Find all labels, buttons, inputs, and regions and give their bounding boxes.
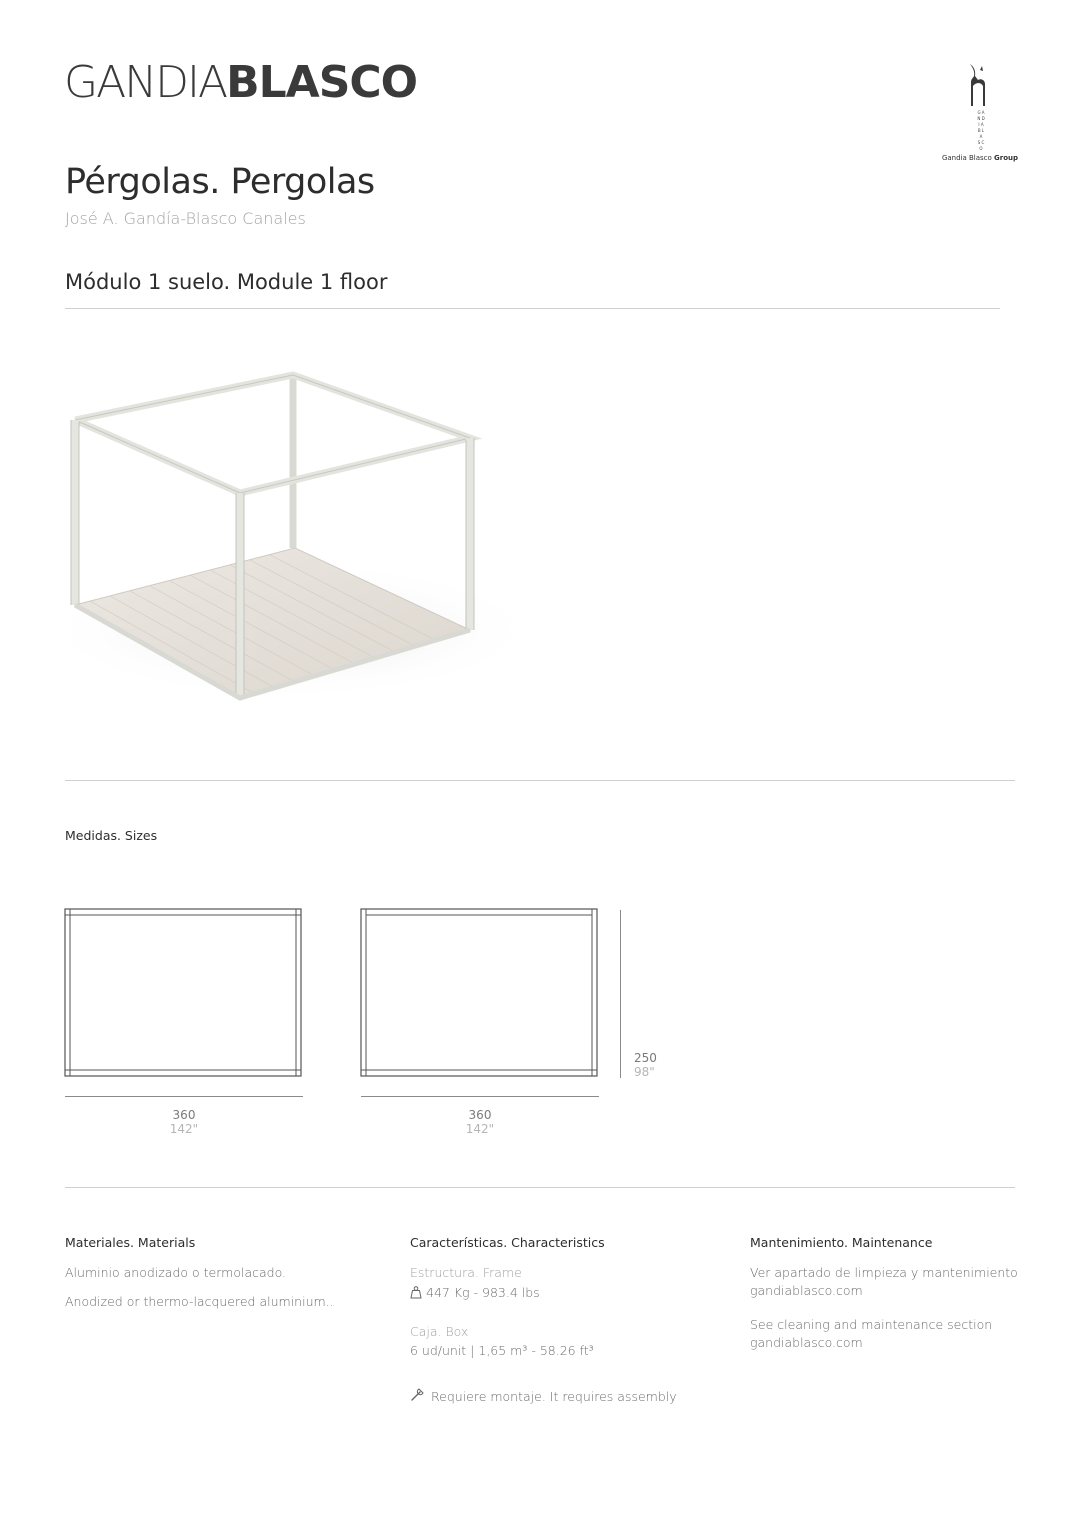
- box-label: Caja. Box: [410, 1324, 469, 1339]
- materials-text-es: Aluminio anodizado o termolacado.: [65, 1265, 286, 1280]
- side-width-inch: 142": [465, 1122, 495, 1136]
- divider-image: [65, 780, 1015, 781]
- divider-sizes: [65, 1187, 1015, 1188]
- logo-letters-4: B L A: [977, 128, 985, 139]
- group-caption: [934, 154, 1026, 162]
- side-width-cm: 360: [468, 1108, 492, 1122]
- front-view-drawing: [64, 908, 306, 1080]
- height-inch: 98": [634, 1065, 655, 1079]
- characteristics-heading: Características. Characteristics: [410, 1235, 605, 1250]
- materials-heading: Materiales. Materials: [65, 1235, 196, 1250]
- maintenance-text-en-1: See cleaning and maintenance section: [750, 1317, 993, 1332]
- height-line: [620, 910, 621, 1078]
- maintenance-text-es-1: Ver apartado de limpieza y mantenimiento: [750, 1265, 1018, 1280]
- front-width-line: [65, 1096, 303, 1097]
- frame-weight: 447 Kg - 983.4 lbs: [426, 1285, 540, 1300]
- maintenance-heading: Mantenimiento. Maintenance: [750, 1235, 933, 1250]
- frame-label: Estructura. Frame: [410, 1265, 522, 1280]
- sizes-heading: Medidas. Sizes: [65, 828, 158, 843]
- front-width-cm: 360: [172, 1108, 196, 1122]
- brand-logo-part2: BLASCO: [226, 57, 418, 108]
- brand-logo-part1: GANDIA: [64, 57, 227, 108]
- logo-letters-3: I A: [978, 122, 984, 127]
- front-width-inch: 142": [169, 1122, 199, 1136]
- gandia-blasco-group-logo: [940, 62, 1020, 168]
- divider-top: [65, 308, 1000, 309]
- logo-letters-5: S C O: [977, 140, 985, 151]
- module-title: Módulo 1 suelo. Module 1 floor: [65, 270, 388, 294]
- logo-letters-1: G A: [977, 110, 985, 115]
- side-width-line: [361, 1096, 599, 1097]
- group-caption-regular: Gandia Blasco: [941, 154, 992, 162]
- weight-icon: [410, 1284, 422, 1297]
- brand-logo: [64, 58, 417, 108]
- pergola-product-image: [30, 330, 530, 750]
- designer-name: José A. Gandía-Blasco Canales: [65, 209, 306, 228]
- assembly-note: Requiere montaje. It requires assembly: [431, 1389, 677, 1404]
- maintenance-link-es[interactable]: gandiablasco.com: [750, 1283, 863, 1298]
- maintenance-link-en[interactable]: gandiablasco.com: [750, 1335, 863, 1350]
- box-value: 6 ud/unit | 1,65 m³ - 58.26 ft³: [410, 1343, 594, 1358]
- page-title: Pérgolas. Pergolas: [65, 162, 375, 202]
- side-view-drawing: [360, 908, 602, 1080]
- height-cm: 250: [634, 1051, 657, 1065]
- logo-letters-2: N D: [977, 116, 985, 121]
- materials-text-en: Anodized or thermo-lacquered aluminium..: [65, 1294, 334, 1309]
- group-caption-bold: Group: [994, 154, 1019, 162]
- wrench-icon: [410, 1386, 426, 1402]
